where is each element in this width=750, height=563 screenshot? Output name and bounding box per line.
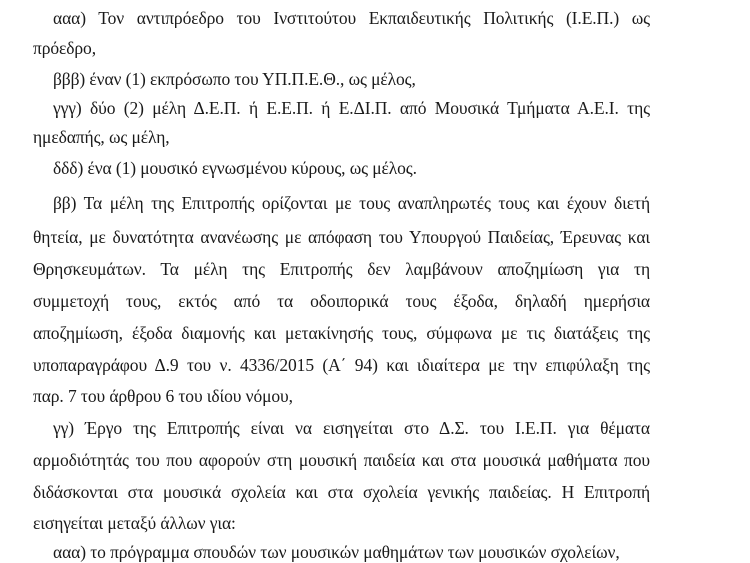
text-line-bbb-representative: βββ) έναν (1) εκπρόσωπο του ΥΠ.Π.Ε.Θ., ως μέλος, <box>53 69 416 89</box>
text-line-aaa-curriculum: ααα) το πρόγραμμα σπουδών των μουσικών μαθημάτων των μουσικών σχολείων, <box>53 542 620 562</box>
text-line-accommodation: αποζημίωση, έξοδα διαμονής και μετακίνησής τους, σύμφωνα με τις διατάξεις της <box>33 323 650 343</box>
text-line-recommends: εισηγείται μεταξύ άλλων για: <box>33 513 236 533</box>
text-line-aaa-vice-president: ααα) Τον αντιπρόεδρο του Ινστιτούτου Εκπαιδευτικής Πολιτικής (Ι.Ε.Π.) ως <box>53 8 650 28</box>
text-line-bb-committee: ββ) Τα μέλη της Επιτροπής ορίζονται με τους αναπληρωτές τους και έχουν διετή <box>53 193 650 213</box>
text-line-domestic-members: ημεδαπής, ως μέλη, <box>33 127 170 147</box>
text-line-president: πρόεδρο, <box>33 38 96 58</box>
text-line-gg-work: γγ) Έργο της Επιτροπής είναι να εισηγείται στο Δ.Σ. του Ι.Ε.Π. για θέματα <box>53 418 650 438</box>
text-line-article-reference: παρ. 7 του άρθρου 6 του ιδίου νόμου, <box>33 386 293 406</box>
text-line-term: θητεία, με δυνατότητα ανανέωσης με απόφαση του Υπουργού Παιδείας, Έρευνας και <box>33 227 650 247</box>
text-line-ddd-musician: δδδ) ένα (1) μουσικό εγνωσμένου κύρους, ως μέλος. <box>53 158 417 178</box>
text-line-ggg-members: γγγ) δύο (2) μέλη Δ.Ε.Π. ή Ε.Ε.Π. ή Ε.ΔΙ.Π. από Μουσικά Τμήματα Α.Ε.Ι. της <box>53 98 650 118</box>
text-line-law-reference: υποπαραγράφου Δ.9 του ν. 4336/2015 (Α΄ 94) και ιδιαίτερα με την επιφύλαξη της <box>33 355 650 375</box>
text-line-travel-expenses: συμμετοχή τους, εκτός από τα οδοιπορικά τους έξοδα, δηλαδή ημερήσια <box>33 291 650 311</box>
text-line-compensation: Θρησκευμάτων. Τα μέλη της Επιτροπής δεν λαμβάνουν αποζημίωση για τη <box>33 259 650 279</box>
text-line-schools: διδάσκονται στα μουσικά σχολεία και στα σχολεία γενικής παιδείας. Η Επιτροπή <box>33 482 650 502</box>
text-line-competence: αρμοδιότητάς του που αφορούν στη μουσική παιδεία και στα μουσικά μαθήματα που <box>33 450 650 470</box>
